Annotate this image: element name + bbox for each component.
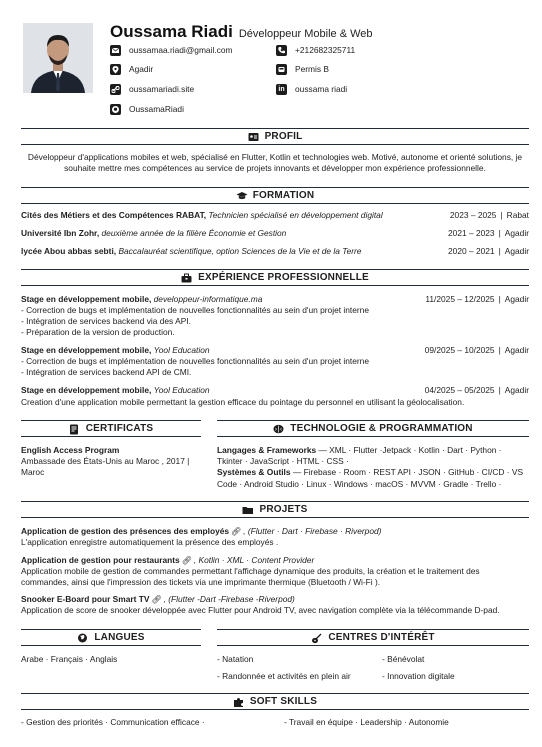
tech-tools-continued: Code · Android Studio · Linux · Windows · macOS · MVVM · Gradle · Trello · <box>217 479 502 489</box>
formation-dates: 2021 – 2023 <box>448 228 495 238</box>
interets-heading-text: CENTRES D'INTÉRÊT <box>328 632 435 643</box>
link-icon[interactable]: 🔗︎ <box>231 527 242 536</box>
experience-company: Yool Education <box>153 385 210 395</box>
linkedin-icon: in <box>276 84 287 95</box>
project-description: L'application enregistre automatiquement la présence des employés . <box>21 537 279 547</box>
contact-linkedin[interactable] <box>276 84 347 95</box>
interest-item: - Natation <box>217 654 253 665</box>
folder-icon <box>242 505 253 515</box>
experience-place: Agadir <box>504 385 529 395</box>
softskills-heading-text: SOFT SKILLS <box>249 696 318 707</box>
langues-heading-text: LANGUES <box>94 632 145 643</box>
project-tech: , (Flutter · Dart · Firebase · Riverpod) <box>243 526 382 536</box>
graduation-cap-icon <box>236 191 247 201</box>
section-certificats-heading <box>21 420 201 437</box>
profil-heading-text: PROFIL <box>264 131 303 142</box>
phone-text: +212682325711 <box>295 45 356 56</box>
experience-role: Stage en développement mobile, <box>21 385 152 395</box>
formation-item: Cités des Métiers et des Compétences RABAT, Technicien spécialisé en développement digital 2023 – 2025 | Rabat <box>21 210 529 220</box>
profil-text: Développeur d'applications mobiles et web, spécialisé en Flutter, Kotlin et technologies web. Motivé, autonome et orienté solutions, je souhaite mettre mes compétences au service de projets innovants et développer mon expérience professionnelle. <box>27 152 523 173</box>
envelope-icon <box>110 45 121 56</box>
section-technologie-heading <box>217 420 529 437</box>
project-description: Application mobile de gestion de commandes permettant l'affichage dynamique des produits, la création et le traitement des <box>21 566 480 576</box>
experience-description: Creation d'une application mobile permettant la gestion efficace du pointage du personnel en utilisant la géolocalisation. <box>21 397 465 407</box>
experience-place: Agadir <box>504 345 529 355</box>
project-description: Application de score de snooker développée avec Flutter pour Android TV, avec navigation complète via la télécommande D-pad. <box>21 605 500 615</box>
interest-item: - Randonnée et activités en plein air <box>217 671 351 682</box>
project-description: commandes, ainsi que l'impression des tickets via une imprimante thermique (Bluetooth / Wi-Fi ). <box>21 577 381 587</box>
tech-tools-line <box>217 467 523 478</box>
certificate-title: English Access Program <box>21 445 120 455</box>
project-title: Snooker E-Board pour Smart TV <box>21 594 150 604</box>
section-projets-heading <box>21 501 529 518</box>
globe-icon <box>77 633 88 643</box>
experience-bullet: - Correction de bugs et implémentation de nouvelles fonctionnalités au sein d'un projet interne <box>21 356 369 367</box>
job-title: Développeur Mobile & Web <box>238 28 373 40</box>
experience-company: developpeur-informatique.ma <box>153 294 263 304</box>
profile-photo <box>23 23 93 93</box>
experience-company: Yool Education <box>153 345 210 355</box>
section-interets-heading <box>217 629 529 646</box>
tech-languages-continued: Tkinter · JavaScript · HTML · CSS · <box>217 456 349 466</box>
experience-dates: 11/2025 – 12/2025 <box>425 294 495 304</box>
car-icon <box>276 64 287 75</box>
formation-place: Agadir <box>504 246 529 256</box>
section-softskills-heading <box>21 693 529 710</box>
contact-license <box>276 64 329 75</box>
formation-place: Agadir <box>504 228 529 238</box>
languages-list: Arabe · Français · Anglais <box>21 654 118 664</box>
website-text: oussamariadi.site <box>129 84 195 95</box>
contact-phone[interactable] <box>276 45 355 56</box>
formation-dates: 2020 – 2021 <box>448 246 495 256</box>
degree-name: Baccalauréat scientifique, option Sciences de la Vie et de la Terre <box>118 246 362 256</box>
experience-bullet: - Intégration de services backend via des API. <box>21 316 191 327</box>
certificate-icon <box>69 424 80 434</box>
school-name: Cités des Métiers et des Compétences RABAT, <box>21 210 207 220</box>
experience-bullet: - Préparation de la version de production. <box>21 327 175 338</box>
project-header <box>21 555 314 566</box>
formation-place: Rabat <box>506 210 529 220</box>
project-tech: , Kotlin · XML · Content Provider <box>193 555 315 565</box>
project-title: Application de gestion des présences des employés <box>21 526 230 536</box>
briefcase-icon <box>181 273 192 283</box>
full-name: Oussama Riadi <box>110 22 233 41</box>
experience-role: Stage en développement mobile, <box>21 294 152 304</box>
tech-tools-items: — Firebase · Room · REST API · JSON · GitHub · CI/CD · VS <box>292 467 524 477</box>
project-tech: , (Flutter -Dart -Firebase -Riverpod) <box>163 594 295 604</box>
tech-languages-line <box>217 445 502 456</box>
section-langues-heading <box>21 629 201 646</box>
formation-item: Université Ibn Zohr, deuxième année de la filière Économie et Gestion 2021 – 2023 | Agadir <box>21 228 529 238</box>
formation-heading-text: FORMATION <box>252 190 315 201</box>
license-text: Permis B <box>295 64 329 75</box>
certificate-issuer: Ambassade des États-Unis au Maroc , 2017 | <box>21 456 190 466</box>
section-experience-heading <box>21 269 529 286</box>
certificate-location: Maroc <box>21 467 45 477</box>
experience-heading-text: EXPÉRIENCE PROFESSIONNELLE <box>198 272 369 283</box>
projets-heading-text: PROJETS <box>259 504 308 515</box>
link-icon[interactable]: 🔗︎ <box>151 595 162 604</box>
guitar-icon <box>311 633 322 643</box>
link-icon <box>110 84 121 95</box>
experience-item-header: Stage en développement mobile, Yool Education 09/2025 – 10/2025 | Agadir <box>21 345 529 355</box>
formation-dates: 2023 – 2025 <box>449 210 497 220</box>
softskills-right: - Travail en équipe · Leadership · Autonomie <box>284 717 449 728</box>
project-header <box>21 526 381 537</box>
experience-bullet: - Intégration de services backend API de CMI. <box>21 367 191 378</box>
softskills-left: - Gestion des priorités · Communication efficace · <box>21 717 205 728</box>
contact-city <box>110 64 153 75</box>
tech-languages-items: — XML · Flutter ·Jetpack · Kotlin · Dart · Python · <box>318 445 502 455</box>
link-icon[interactable]: 🔗︎ <box>181 556 192 565</box>
section-profil-heading <box>21 128 529 145</box>
project-title: Application de gestion pour restaurants <box>21 555 180 565</box>
degree-name: deuxième année de la filière Économie et Gestion <box>101 228 287 238</box>
github-icon <box>110 104 121 115</box>
city-text: Agadir <box>129 64 154 75</box>
contact-website[interactable] <box>110 84 194 95</box>
location-pin-icon <box>110 64 121 75</box>
experience-bullet: - Correction de bugs et implémentation de nouvelles fonctionnalités au sein d'un projet interne <box>21 305 369 316</box>
certificats-heading-text: CERTIFICATS <box>85 423 154 434</box>
experience-item-header: Stage en développement mobile, Yool Education 04/2025 – 05/2025 | Agadir <box>21 385 529 395</box>
tech-tools-label: Systèmes & Outils <box>217 467 291 477</box>
experience-dates: 04/2025 – 05/2025 <box>424 385 495 395</box>
technologie-heading-text: TECHNOLOGIE & PROGRAMMATION <box>290 423 473 434</box>
experience-place: Agadir <box>504 294 529 304</box>
interest-item: - Innovation digitale <box>382 671 455 682</box>
experience-role: Stage en développement mobile, <box>21 345 152 355</box>
contact-github[interactable] <box>110 104 184 115</box>
school-name: lycée Abou abbas sebti, <box>21 246 117 256</box>
school-name: Université Ibn Zohr, <box>21 228 100 238</box>
experience-item-header: Stage en développement mobile, developpeur-informatique.ma 11/2025 – 12/2025 | Agadir <box>21 294 529 304</box>
section-formation-heading <box>21 187 529 204</box>
degree-name: Technicien spécialisé en développement digital <box>208 210 383 220</box>
interest-item: - Bénévolat <box>382 654 424 665</box>
id-card-icon <box>248 132 259 142</box>
puzzle-icon <box>233 697 244 707</box>
linkedin-text: oussama riadi <box>295 84 348 95</box>
formation-item: lycée Abou abbas sebti, Baccalauréat scientifique, option Sciences de la Vie et de la Terre 2020 – 2021 | Agadir <box>21 246 529 256</box>
name-line <box>110 21 373 43</box>
tech-languages-label: Langages & Frameworks <box>217 445 317 455</box>
github-text: OussamaRiadi <box>129 104 184 115</box>
phone-icon <box>276 45 287 56</box>
brain-icon <box>273 424 284 434</box>
contact-email[interactable] <box>110 45 232 56</box>
project-header <box>21 594 295 605</box>
experience-dates: 09/2025 – 10/2025 <box>424 345 495 355</box>
email-text: oussamaa.riadi@gmail.com <box>129 45 233 56</box>
cv-header <box>21 18 529 118</box>
